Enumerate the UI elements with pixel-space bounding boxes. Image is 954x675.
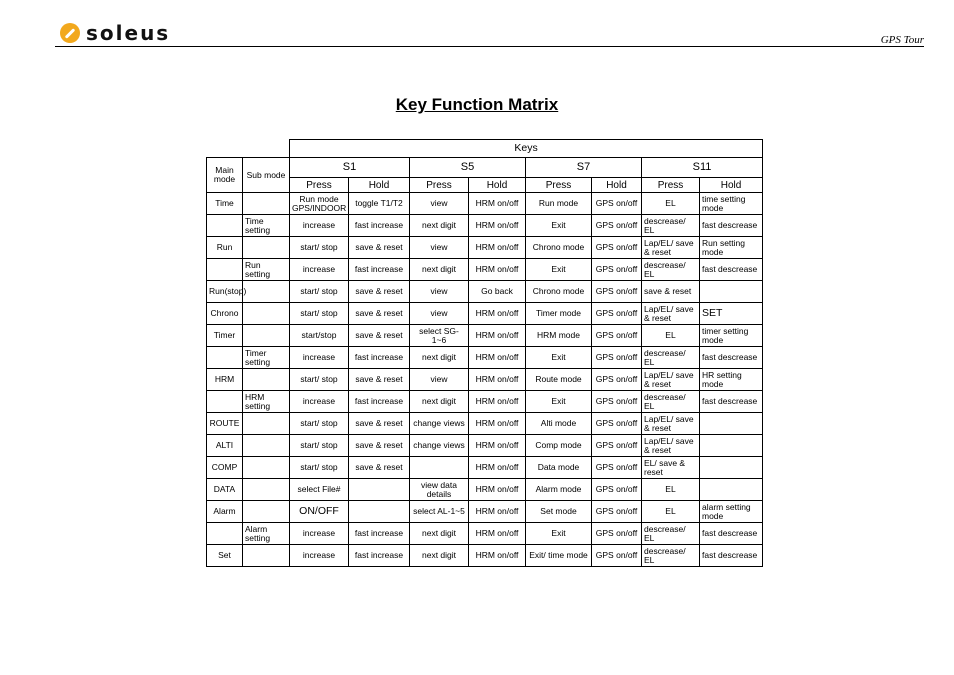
cell-s11-hold: fast descrease	[700, 215, 763, 237]
cell-s1-hold: toggle T1/T2	[349, 193, 410, 215]
cell-sub: Run setting	[243, 259, 290, 281]
cell-s7-hold: GPS on/off	[592, 193, 642, 215]
cell-s1-hold: save & reset	[349, 369, 410, 391]
cell-s7-hold: GPS on/off	[592, 523, 642, 545]
cell-s5-hold: HRM on/off	[469, 523, 526, 545]
cell-s7-press: Exit/ time mode	[526, 545, 592, 567]
cell-s7-press: Exit	[526, 523, 592, 545]
cell-s11-hold	[700, 435, 763, 457]
key-function-matrix	[206, 139, 763, 567]
cell-s1-hold: save & reset	[349, 413, 410, 435]
table-row	[207, 281, 763, 303]
cell-sub	[243, 545, 290, 567]
cell-s11-hold: HR setting mode	[700, 369, 763, 391]
cell-s11-hold: fast descrease	[700, 259, 763, 281]
s7-hold-header: Hold	[592, 178, 642, 193]
sub-mode-header: Sub mode	[243, 158, 290, 193]
cell-s7-press: HRM mode	[526, 325, 592, 347]
cell-main: Time	[207, 193, 243, 215]
cell-s5-press: next digit	[410, 347, 469, 369]
cell-s5-hold: HRM on/off	[469, 325, 526, 347]
brand-name: soleus	[86, 21, 171, 45]
cell-s5-press: next digit	[410, 523, 469, 545]
cell-s1-hold: save & reset	[349, 281, 410, 303]
cell-sub	[243, 325, 290, 347]
cell-s1-press: increase	[290, 545, 349, 567]
cell-sub	[243, 413, 290, 435]
cell-main: DATA	[207, 479, 243, 501]
cell-s5-hold: HRM on/off	[469, 391, 526, 413]
s11-press-header: Press	[642, 178, 700, 193]
cell-s5-hold: HRM on/off	[469, 259, 526, 281]
cell-main: ROUTE	[207, 413, 243, 435]
cell-s7-hold: GPS on/off	[592, 347, 642, 369]
cell-s5-hold: HRM on/off	[469, 457, 526, 479]
s5-hold-header: Hold	[469, 178, 526, 193]
table-row	[207, 479, 763, 501]
table-row	[207, 501, 763, 523]
cell-s11-press: EL	[642, 193, 700, 215]
cell-main: COMP	[207, 457, 243, 479]
cell-s1-press: start/ stop	[290, 237, 349, 259]
cell-s5-press: change views	[410, 413, 469, 435]
cell-s1-press: start/ stop	[290, 413, 349, 435]
cell-main: ALTI	[207, 435, 243, 457]
cell-s1-press: ON/OFF	[290, 501, 349, 523]
cell-s7-press: Run mode	[526, 193, 592, 215]
cell-s7-hold: GPS on/off	[592, 391, 642, 413]
cell-main	[207, 347, 243, 369]
cell-s11-press: Lap/EL/ save & reset	[642, 303, 700, 325]
cell-sub: Time setting	[243, 215, 290, 237]
cell-s11-hold: fast descrease	[700, 523, 763, 545]
cell-s1-press: increase	[290, 215, 349, 237]
cell-s5-press: view	[410, 369, 469, 391]
cell-s1-press: select File#	[290, 479, 349, 501]
cell-s7-press: Exit	[526, 215, 592, 237]
cell-s7-hold: GPS on/off	[592, 259, 642, 281]
cell-main: HRM	[207, 369, 243, 391]
cell-s5-press: select AL-1~5	[410, 501, 469, 523]
cell-s7-hold: GPS on/off	[592, 501, 642, 523]
cell-s5-press: view data details	[410, 479, 469, 501]
cell-s1-hold: fast increase	[349, 545, 410, 567]
cell-sub	[243, 237, 290, 259]
cell-s11-hold: time setting mode	[700, 193, 763, 215]
cell-s7-press: Alarm mode	[526, 479, 592, 501]
cell-s11-hold: alarm setting mode	[700, 501, 763, 523]
cell-s11-press: EL/ save & reset	[642, 457, 700, 479]
cell-s1-hold: save & reset	[349, 325, 410, 347]
cell-s11-press: save & reset	[642, 281, 700, 303]
cell-sub	[243, 501, 290, 523]
cell-s1-press: start/ stop	[290, 457, 349, 479]
cell-s1-press: start/ stop	[290, 435, 349, 457]
cell-s11-press: descrease/ EL	[642, 545, 700, 567]
cell-s5-press	[410, 457, 469, 479]
cell-s1-press: increase	[290, 523, 349, 545]
cell-main: Timer	[207, 325, 243, 347]
cell-s7-press: Data mode	[526, 457, 592, 479]
cell-s1-press: increase	[290, 391, 349, 413]
cell-sub: Timer setting	[243, 347, 290, 369]
cell-s7-press: Chrono mode	[526, 281, 592, 303]
cell-sub: HRM setting	[243, 391, 290, 413]
cell-s5-press: next digit	[410, 215, 469, 237]
cell-s7-hold: GPS on/off	[592, 281, 642, 303]
cell-main: Set	[207, 545, 243, 567]
cell-s5-hold: HRM on/off	[469, 369, 526, 391]
cell-sub	[243, 457, 290, 479]
cell-sub	[243, 435, 290, 457]
cell-s11-press: descrease/ EL	[642, 347, 700, 369]
cell-s5-hold: HRM on/off	[469, 215, 526, 237]
cell-s11-press: descrease/ EL	[642, 523, 700, 545]
table-row	[207, 237, 763, 259]
cell-s7-press: Exit	[526, 259, 592, 281]
cell-s7-hold: GPS on/off	[592, 413, 642, 435]
cell-s1-hold: save & reset	[349, 457, 410, 479]
table-row	[207, 545, 763, 567]
table-row	[207, 391, 763, 413]
table-row	[207, 369, 763, 391]
s1-hold-header: Hold	[349, 178, 410, 193]
cell-s7-press: Route mode	[526, 369, 592, 391]
cell-s5-press: next digit	[410, 259, 469, 281]
cell-sub: Alarm setting	[243, 523, 290, 545]
cell-s11-press: EL	[642, 501, 700, 523]
cell-s1-press: start/stop	[290, 325, 349, 347]
cell-sub	[243, 193, 290, 215]
cell-s5-hold: HRM on/off	[469, 193, 526, 215]
cell-s7-hold: GPS on/off	[592, 369, 642, 391]
key-s1-header: S1	[290, 158, 410, 178]
cell-s7-hold: GPS on/off	[592, 303, 642, 325]
cell-s11-press: descrease/ EL	[642, 259, 700, 281]
table-row	[207, 413, 763, 435]
cell-s7-press: Chrono mode	[526, 237, 592, 259]
cell-s1-hold: fast increase	[349, 347, 410, 369]
cell-sub	[243, 479, 290, 501]
cell-s5-press: next digit	[410, 391, 469, 413]
cell-main	[207, 259, 243, 281]
cell-s5-press: view	[410, 281, 469, 303]
cell-sub	[243, 303, 290, 325]
table-row	[207, 193, 763, 215]
cell-s7-hold: GPS on/off	[592, 457, 642, 479]
cell-main: Alarm	[207, 501, 243, 523]
cell-s11-press: Lap/EL/ save & reset	[642, 369, 700, 391]
cell-s1-press: start/ stop	[290, 281, 349, 303]
cell-sub	[243, 369, 290, 391]
cell-s7-hold: GPS on/off	[592, 545, 642, 567]
keys-header: Keys	[290, 140, 763, 158]
cell-s11-press: EL	[642, 325, 700, 347]
cell-s1-press: increase	[290, 347, 349, 369]
cell-s11-hold	[700, 281, 763, 303]
cell-sub	[243, 281, 290, 303]
cell-s1-hold	[349, 479, 410, 501]
cell-s1-hold: fast increase	[349, 391, 410, 413]
s11-hold-header: Hold	[700, 178, 763, 193]
cell-s5-hold: HRM on/off	[469, 479, 526, 501]
brand-logo	[60, 23, 170, 43]
cell-s11-press: descrease/ EL	[642, 215, 700, 237]
key-s7-header: S7	[526, 158, 642, 178]
cell-s7-press: Set mode	[526, 501, 592, 523]
cell-main	[207, 391, 243, 413]
cell-s1-hold	[349, 501, 410, 523]
cell-s1-press: Run mode GPS/INDOOR	[290, 193, 349, 215]
s1-press-header: Press	[290, 178, 349, 193]
cell-s7-hold: GPS on/off	[592, 435, 642, 457]
cell-s11-hold: SET	[700, 303, 763, 325]
cell-main: Chrono	[207, 303, 243, 325]
cell-s7-press: Exit	[526, 347, 592, 369]
cell-main: Run(stop)	[207, 281, 243, 303]
cell-s7-hold: GPS on/off	[592, 325, 642, 347]
cell-s5-press: view	[410, 303, 469, 325]
cell-s11-hold	[700, 479, 763, 501]
s5-press-header: Press	[410, 178, 469, 193]
cell-s1-hold: save & reset	[349, 435, 410, 457]
cell-s5-press: next digit	[410, 545, 469, 567]
cell-s11-press: Lap/EL/ save & reset	[642, 413, 700, 435]
s7-press-header: Press	[526, 178, 592, 193]
cell-s7-press: Comp mode	[526, 435, 592, 457]
cell-s1-hold: fast increase	[349, 523, 410, 545]
cell-s5-press: select SG-1~6	[410, 325, 469, 347]
cell-s1-hold: save & reset	[349, 237, 410, 259]
cell-s5-hold: HRM on/off	[469, 347, 526, 369]
soleus-logo-icon	[60, 23, 80, 43]
cell-s5-hold: HRM on/off	[469, 303, 526, 325]
cell-s5-hold: HRM on/off	[469, 501, 526, 523]
cell-s7-hold: GPS on/off	[592, 237, 642, 259]
cell-s7-hold: GPS on/off	[592, 215, 642, 237]
document-label: GPS Tour	[880, 34, 924, 46]
table-row	[207, 523, 763, 545]
cell-s7-press: Exit	[526, 391, 592, 413]
cell-s5-press: change views	[410, 435, 469, 457]
cell-s5-hold: HRM on/off	[469, 413, 526, 435]
cell-s1-press: start/ stop	[290, 369, 349, 391]
cell-s5-hold: Go back	[469, 281, 526, 303]
cell-s7-press: Timer mode	[526, 303, 592, 325]
cell-s11-hold: fast descrease	[700, 347, 763, 369]
cell-s5-hold: HRM on/off	[469, 237, 526, 259]
cell-s11-hold	[700, 457, 763, 479]
cell-s1-hold: fast increase	[349, 259, 410, 281]
cell-s11-hold: timer setting mode	[700, 325, 763, 347]
cell-s7-press: Alti mode	[526, 413, 592, 435]
table-row	[207, 259, 763, 281]
table-row	[207, 347, 763, 369]
cell-s5-press: view	[410, 237, 469, 259]
cell-s11-press: EL	[642, 479, 700, 501]
header-divider	[55, 46, 924, 47]
cell-s1-hold: save & reset	[349, 303, 410, 325]
corner-blank	[207, 140, 290, 158]
key-s11-header: S11	[642, 158, 763, 178]
cell-s11-press: Lap/EL/ save & reset	[642, 435, 700, 457]
cell-s7-hold: GPS on/off	[592, 479, 642, 501]
page-header	[60, 18, 924, 48]
table-row	[207, 457, 763, 479]
cell-s11-press: descrease/ EL	[642, 391, 700, 413]
table-row	[207, 215, 763, 237]
cell-s11-hold: fast descrease	[700, 545, 763, 567]
cell-s11-press: Lap/EL/ save & reset	[642, 237, 700, 259]
cell-s5-press: view	[410, 193, 469, 215]
cell-s1-press: increase	[290, 259, 349, 281]
cell-main	[207, 523, 243, 545]
cell-s11-hold: Run setting mode	[700, 237, 763, 259]
table-row	[207, 303, 763, 325]
cell-main: Run	[207, 237, 243, 259]
key-s5-header: S5	[410, 158, 526, 178]
cell-main	[207, 215, 243, 237]
cell-s1-press: start/ stop	[290, 303, 349, 325]
cell-s11-hold: fast descrease	[700, 391, 763, 413]
page-title	[0, 95, 954, 115]
cell-s1-hold: fast increase	[349, 215, 410, 237]
table-row	[207, 435, 763, 457]
page-title-text: Key Function Matrix	[395, 95, 559, 114]
cell-s5-hold: HRM on/off	[469, 545, 526, 567]
main-mode-header: Main mode	[207, 158, 243, 193]
table-row	[207, 325, 763, 347]
cell-s11-hold	[700, 413, 763, 435]
cell-s5-hold: HRM on/off	[469, 435, 526, 457]
